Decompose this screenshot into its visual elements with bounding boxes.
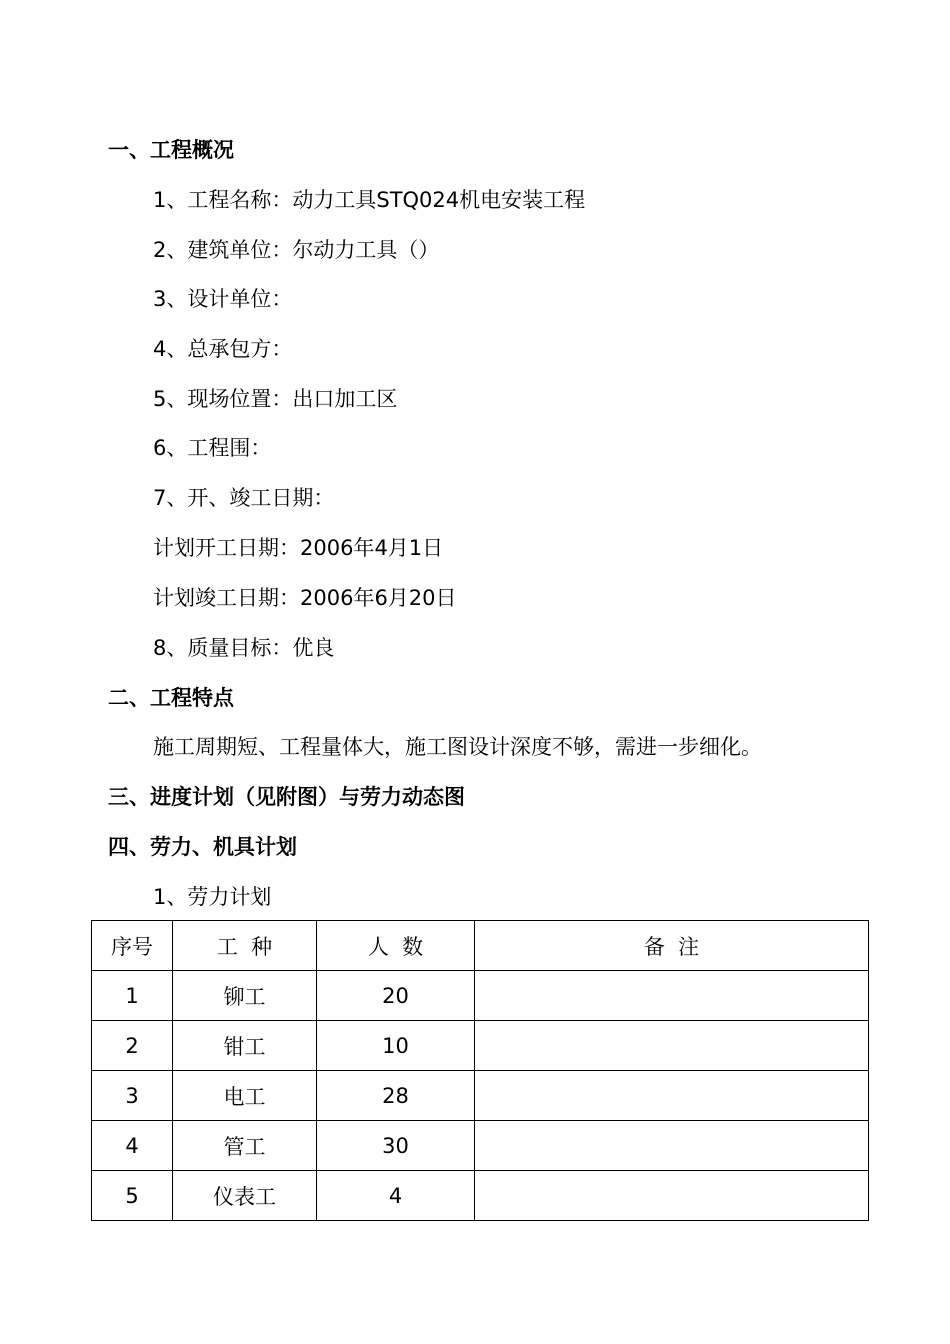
section-heading-labor-equipment: 四、劳力、机具计划 <box>108 835 297 859</box>
planned-start-date: 计划开工日期：2006年4月1日 <box>153 536 444 560</box>
cell-seq: 2 <box>92 1021 173 1071</box>
labor-plan-table <box>91 920 869 1221</box>
table-row <box>92 1021 869 1071</box>
cell-seq: 3 <box>92 1071 173 1121</box>
cell-seq: 1 <box>92 971 173 1021</box>
site-location: 5、现场位置：出口加工区 <box>153 387 398 411</box>
header-trade: 工 种 <box>173 921 317 971</box>
cell-trade: 管工 <box>173 1121 317 1171</box>
design-unit: 3、设计单位： <box>153 287 293 311</box>
section-heading-schedule: 三、进度计划（见附图）与劳力动态图 <box>108 785 465 809</box>
table-row <box>92 1171 869 1221</box>
features-text: 施工周期短、工程量体大，施工图设计深度不够，需进一步细化。 <box>153 735 762 759</box>
table-row <box>92 1071 869 1121</box>
cell-trade: 铆工 <box>173 971 317 1021</box>
cell-headcount: 30 <box>317 1121 475 1171</box>
general-contractor: 4、总承包方： <box>153 337 293 361</box>
cell-remarks <box>475 1021 869 1071</box>
labor-plan-subheading: 1、劳力计划 <box>153 885 272 909</box>
table-row <box>92 971 869 1021</box>
cell-remarks <box>475 1121 869 1171</box>
planned-end-date: 计划竣工日期：2006年6月20日 <box>153 586 457 610</box>
project-scope: 6、工程围： <box>153 436 272 460</box>
cell-trade: 钳工 <box>173 1021 317 1071</box>
cell-trade: 电工 <box>173 1071 317 1121</box>
cell-remarks <box>475 971 869 1021</box>
header-remarks: 备 注 <box>475 921 869 971</box>
header-seq: 序号 <box>92 921 173 971</box>
table-row <box>92 1121 869 1171</box>
cell-remarks <box>475 1071 869 1121</box>
project-name: 1、工程名称：动力工具STQ024机电安装工程 <box>153 188 586 212</box>
cell-remarks <box>475 1171 869 1221</box>
cell-seq: 4 <box>92 1121 173 1171</box>
start-end-dates: 7、开、竣工日期： <box>153 486 335 510</box>
header-headcount: 人 数 <box>317 921 475 971</box>
cell-headcount: 10 <box>317 1021 475 1071</box>
cell-headcount: 4 <box>317 1171 475 1221</box>
table-header-row <box>92 921 869 971</box>
cell-headcount: 28 <box>317 1071 475 1121</box>
quality-target: 8、质量目标：优良 <box>153 636 335 660</box>
section-heading-features: 二、工程特点 <box>108 686 234 710</box>
construction-unit: 2、建筑单位：尔动力工具（） <box>153 238 440 262</box>
cell-headcount: 20 <box>317 971 475 1021</box>
cell-seq: 5 <box>92 1171 173 1221</box>
cell-trade: 仪表工 <box>173 1171 317 1221</box>
section-heading-overview: 一、工程概况 <box>108 138 234 162</box>
